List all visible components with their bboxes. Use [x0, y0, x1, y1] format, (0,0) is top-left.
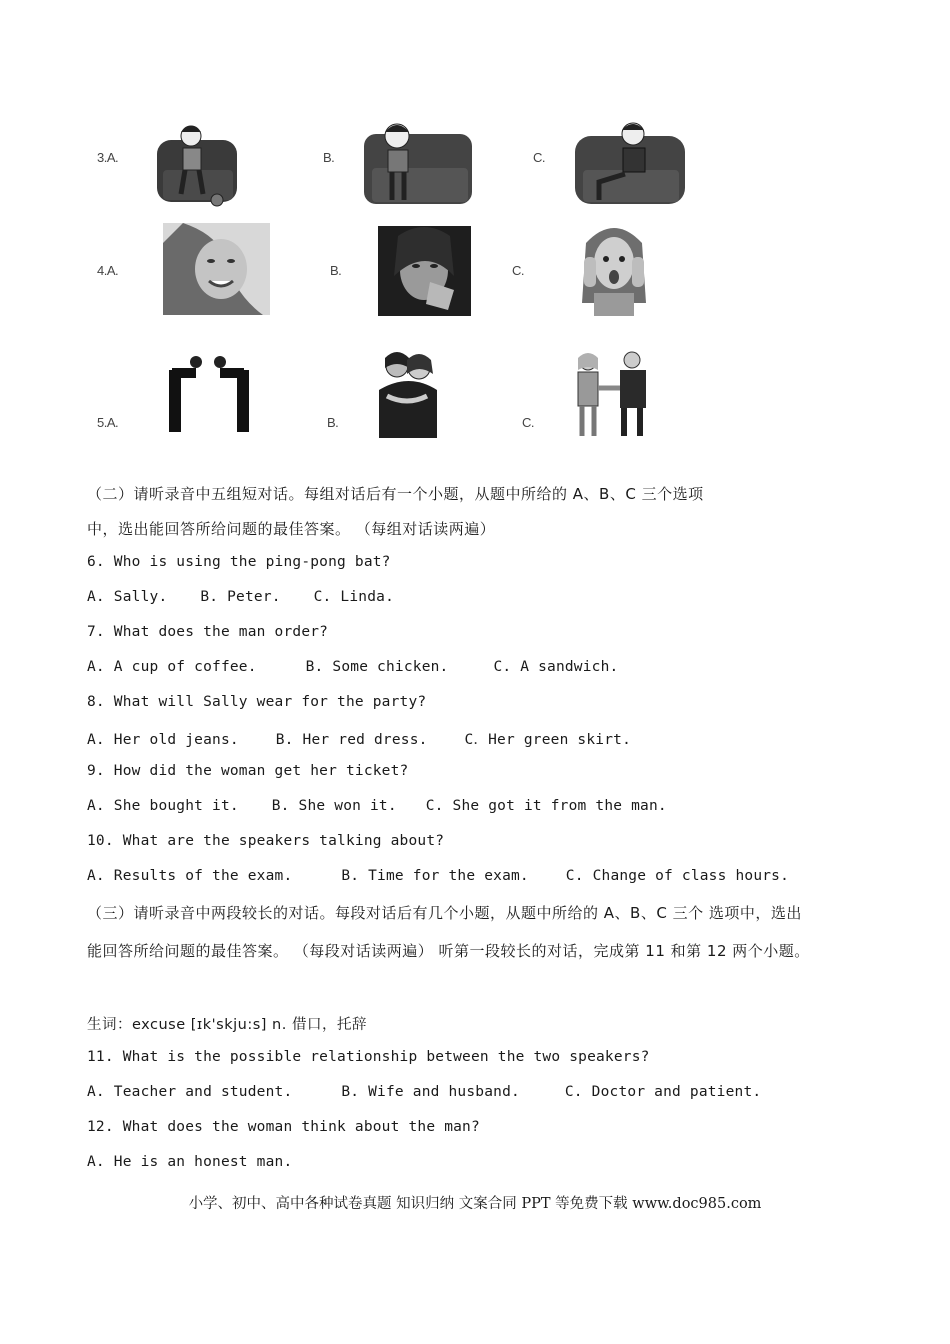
option-b: B. Wife and husband.	[341, 1084, 520, 1100]
option-b: B. Time for the exam.	[341, 868, 529, 884]
option-c: C. Doctor and patient.	[564, 1084, 762, 1100]
crying-woman-photo	[378, 226, 471, 316]
option-a: A. Teacher and student.	[87, 1084, 293, 1100]
option-c: C. Linda.	[313, 589, 394, 605]
smiling-woman-photo	[163, 223, 270, 315]
q5-label-c: C.	[522, 415, 534, 430]
q5-label-b: B.	[327, 415, 339, 430]
shaking-hands-icon	[568, 348, 658, 438]
option-b: B. She won it.	[271, 798, 397, 814]
option-a: A. Results of the exam.	[87, 868, 293, 884]
question-6: 6. Who is using the ping-pong bat?	[87, 554, 391, 570]
option-c: C. She got it from the man.	[425, 798, 667, 814]
option-c: C．Her green skirt.	[464, 732, 632, 748]
question-9-options	[87, 798, 667, 814]
option-c: C. Change of class hours.	[565, 868, 790, 884]
section2-instruction-line2: 中，选出能回答所给问题的最佳答案。 （每组对话读两遍）	[87, 520, 496, 538]
section3-instruction-line1: （三）请听录音中两段较长的对话。每段对话后有几个小题，从题中所给的 A、B、C 三个 选项中，选出	[87, 904, 802, 922]
question-8-options	[87, 728, 631, 749]
question-11-options	[87, 1084, 761, 1100]
option-a: A. A cup of coffee.	[87, 659, 257, 675]
women-hugging-icon	[373, 350, 443, 438]
question-8: 8. What will Sally wear for the party?	[87, 694, 427, 710]
q3-label-b: B.	[323, 150, 335, 165]
question-6-options	[87, 589, 394, 605]
question-10-options	[87, 868, 789, 884]
option-b: B. Peter.	[200, 589, 281, 605]
option-a: A. Sally.	[87, 589, 168, 605]
question-11: 11. What is the possible relationship between the two speakers?	[87, 1049, 650, 1065]
surprised-woman-photo	[570, 223, 658, 316]
section3-instruction-line2: 能回答所给问题的最佳答案。 （每段对话读两遍） 听第一段较长的对话，完成第 11 和第 12 两个小题。	[87, 942, 810, 960]
option-a: A. He is an honest man.	[87, 1154, 293, 1170]
q4-label-c: C.	[512, 263, 524, 278]
boy-on-sofa-relaxed-icon	[573, 120, 688, 208]
option-c: C. A sandwich.	[493, 659, 619, 675]
q5-label-a: 5.A.	[97, 415, 119, 430]
men-bowing-icon	[160, 352, 257, 437]
question-7: 7. What does the man order?	[87, 624, 329, 640]
vocabulary-note: 生词：excuse [ɪk'skju:s] n. 借口，托辞	[87, 1017, 367, 1033]
option-a: A. Her old jeans.	[87, 732, 239, 748]
question-9: 9. How did the woman get her ticket?	[87, 763, 409, 779]
q4-label-b: B.	[330, 263, 342, 278]
boy-on-sofa-thinking-icon	[362, 120, 474, 208]
section2-instruction-line1: （二）请听录音中五组短对话。每组对话后有一个小题，从题中所给的 A、B、C 三个选项	[87, 485, 704, 503]
question-10: 10. What are the speakers talking about?	[87, 833, 445, 849]
q3-label-c: C.	[533, 150, 545, 165]
q3-label-a: 3.A.	[97, 150, 119, 165]
page-footer: 小学、初中、高中各种试卷真题 知识归纳 文案合同 PPT 等免费下载 www.doc985.com	[188, 1196, 762, 1212]
question-12-options	[87, 1154, 292, 1170]
q4-label-a: 4.A.	[97, 263, 119, 278]
option-a: A. She bought it.	[87, 798, 239, 814]
question-7-options	[87, 659, 618, 675]
boy-on-sofa-bored-icon	[155, 118, 240, 208]
question-12: 12. What does the woman think about the man?	[87, 1119, 480, 1135]
option-b: B. Some chicken.	[305, 659, 449, 675]
option-b: B. Her red dress.	[275, 732, 428, 748]
